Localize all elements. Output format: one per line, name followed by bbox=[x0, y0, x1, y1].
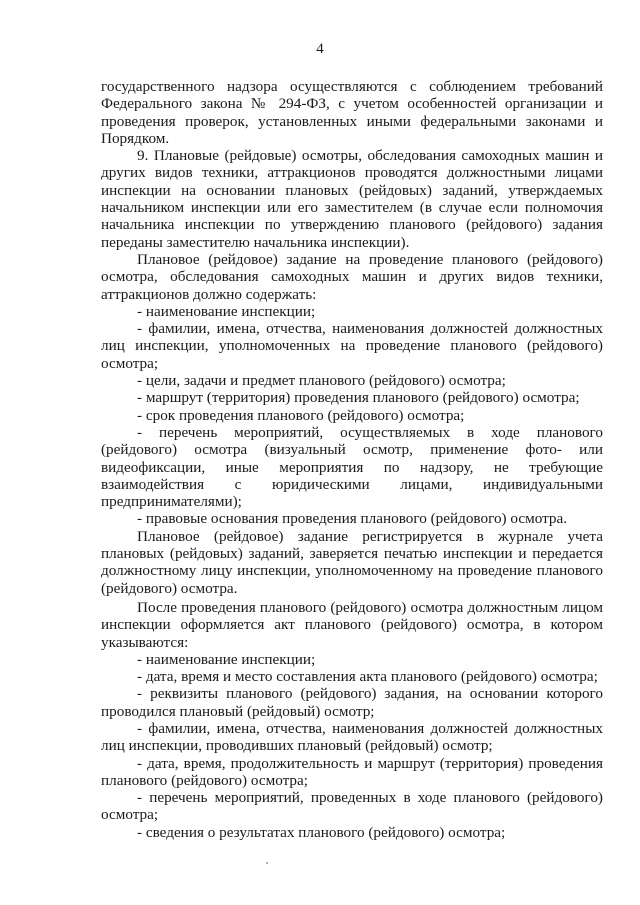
list-item: - перечень мероприятий, осуществляемых в ходе планового (рейдового) осмотра (визуальный осмотр, применение фото- или видеофиксации, иные мероприятия по надзору, не требующие взаимодействия с юридическими лицами, индивидуальными предпринимателями); bbox=[101, 423, 603, 511]
list-item: - дата, время и место составления акта планового (рейдового) осмотра; bbox=[137, 668, 598, 686]
scan-speck bbox=[266, 862, 268, 864]
list-item: - срок проведения планового (рейдового) осмотра; bbox=[137, 406, 465, 424]
page-number: 4 bbox=[316, 41, 324, 57]
paragraph-task-registration: Плановое (рейдовое) задание регистрируется в журнале учета плановых (рейдовых) заданий, заверяется печатью инспекции и передается должностному лицу инспекции, уполномоченному на проведение планового (рейдового) осмотра. bbox=[101, 527, 603, 597]
paragraph-act-intro: После проведения планового (рейдового) осмотра должностным лицом инспекции оформляется акт планового (рейдового) осмотра, в котором указываются: bbox=[101, 598, 603, 651]
list-item: - перечень мероприятий, проведенных в ходе планового (рейдового) осмотра; bbox=[101, 789, 603, 824]
paragraph-item-9: 9. Плановые (рейдовые) осмотры, обследования самоходных машин и других видов техники, аттракционов проводятся должностными лицами инспекции на основании плановых (рейдовых) заданий, утверждаемых начальником инспекции или его заместителем (в случае если полномочия начальника инспекции по утверждению планового (рейдового) задания переданы заместителю начальника инспекции). bbox=[101, 147, 603, 251]
list-item: - фамилии, имена, отчества, наименования должностей должностных лиц инспекции, проводивших плановый (рейдовый) осмотр; bbox=[101, 719, 603, 755]
paragraph-continuation: государственного надзора осуществляются с соблюдением требований Федерального закона № 294-ФЗ, с учетом особенностей организации и проведения проверок, установленных иными федеральными законами и Порядком. bbox=[101, 78, 603, 147]
list-item: - наименование инспекции; bbox=[137, 302, 316, 320]
list-item: - маршрут (территория) проведения планового (рейдового) осмотра; bbox=[137, 389, 580, 407]
list-item: - реквизиты планового (рейдового) задания, на основании которого проводился плановый (рейдовый) осмотр; bbox=[101, 685, 603, 720]
list-item: - правовые основания проведения планового (рейдового) осмотра. bbox=[137, 510, 568, 528]
list-item: - фамилии, имена, отчества, наименования должностей должностных лиц инспекции, уполномоченных на проведение планового (рейдового) осмотра; bbox=[101, 320, 603, 372]
list-item: - цели, задачи и предмет планового (рейдового) осмотра; bbox=[137, 372, 506, 390]
paragraph-task-contents-intro: Плановое (рейдовое) задание на проведение планового (рейдового) осмотра, обследования самоходных машин и других видов техники, аттракционов должно содержать: bbox=[101, 250, 603, 303]
document-body bbox=[101, 78, 603, 841]
list-item: - сведения о результатах планового (рейдового) осмотра; bbox=[137, 823, 506, 841]
list-item: - наименование инспекции; bbox=[137, 650, 316, 668]
list-item: - дата, время, продолжительность и маршрут (территория) проведения планового (рейдового) осмотра; bbox=[101, 754, 603, 789]
